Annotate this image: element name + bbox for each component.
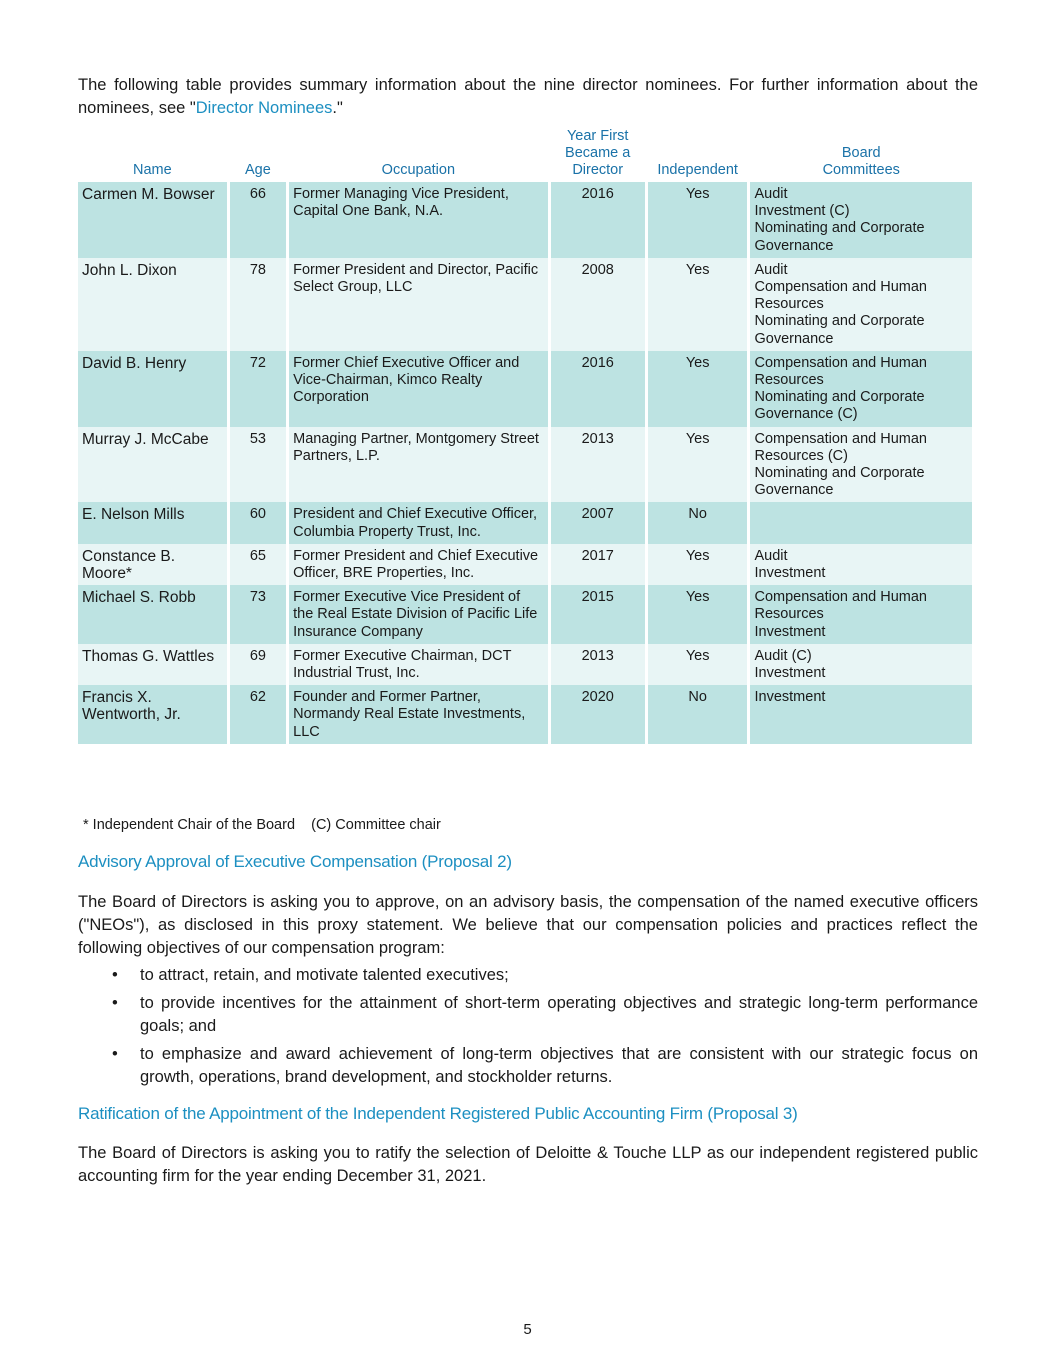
proposal3-heading: Ratification of the Appointment of the Independent Registered Public Accounting Firm (Proposal 3)	[78, 1104, 798, 1123]
cell-board-committees	[750, 544, 972, 585]
cell-independent: Yes	[648, 427, 748, 503]
intro-text-end: ."	[332, 99, 343, 117]
cell-name: Murray J. McCabe	[78, 427, 227, 503]
cell-board-committees	[750, 585, 972, 644]
header-year-line3: Director	[572, 162, 624, 178]
bullet-text: to emphasize and award achievement of long-term objectives that are consistent with our strategic focus on growth, operations, brand development, and stockholder returns.	[140, 1045, 978, 1086]
proposal2-bullet-list	[78, 964, 978, 1094]
cell-occupation: Former Executive Vice President of the Real Estate Division of Pacific Life Insurance Company	[289, 585, 547, 644]
cell-name: E. Nelson Mills	[78, 502, 227, 543]
committee-item: Audit	[754, 547, 788, 564]
committee-item: Nominating and Corporate Governance	[754, 313, 925, 347]
cell-occupation: Former Chief Executive Officer and Vice-Chairman, Kimco Realty Corporation	[289, 351, 547, 427]
bullet-icon: •	[112, 966, 118, 984]
committee-item: Nominating and Corporate Governance	[754, 220, 925, 254]
cell-independent: Yes	[648, 585, 748, 644]
committee-item: Investment	[754, 565, 826, 582]
cell-name: Michael S. Robb	[78, 585, 227, 644]
cell-year-first-director: 2013	[551, 427, 645, 503]
committee-item: Audit	[754, 261, 788, 278]
proposal3-body: The Board of Directors is asking you to ratify the selection of Deloitte & Touche LLP as our independent registered public accounting firm for the year ending December 31, 2021.	[78, 1144, 978, 1185]
cell-name: Carmen M. Bowser	[78, 182, 227, 258]
table-row	[78, 427, 972, 503]
header-independent: Independent	[657, 162, 738, 178]
cell-name: John L. Dixon	[78, 258, 227, 351]
cell-name: Constance B. Moore*	[78, 544, 227, 585]
page-number: 5	[523, 1321, 532, 1338]
cell-age: 62	[230, 685, 286, 744]
cell-year-first-director: 2013	[551, 644, 645, 685]
intro-paragraph	[78, 74, 978, 120]
table-row	[78, 258, 972, 351]
header-name: Name	[133, 162, 172, 178]
cell-year-first-director: 2015	[551, 585, 645, 644]
table-row	[78, 502, 972, 543]
cell-year-first-director: 2017	[551, 544, 645, 585]
proposal2-heading: Advisory Approval of Executive Compensation (Proposal 2)	[78, 852, 512, 871]
cell-board-committees	[750, 351, 972, 427]
cell-age: 65	[230, 544, 286, 585]
cell-age: 66	[230, 182, 286, 258]
cell-name: David B. Henry	[78, 351, 227, 427]
director-nominees-table	[75, 128, 975, 744]
header-age: Age	[245, 162, 271, 178]
cell-independent: No	[648, 502, 748, 543]
cell-independent: Yes	[648, 182, 748, 258]
cell-age: 69	[230, 644, 286, 685]
cell-occupation: Managing Partner, Montgomery Street Partners, L.P.	[289, 427, 547, 503]
bullet-text: to attract, retain, and motivate talented executives;	[140, 966, 509, 984]
cell-independent: Yes	[648, 544, 748, 585]
list-item	[78, 1043, 978, 1089]
cell-occupation: Founder and Former Partner, Normandy Real Estate Investments, LLC	[289, 685, 547, 744]
committee-item: Investment	[754, 689, 826, 706]
cell-independent: Yes	[648, 351, 748, 427]
committee-item: Investment	[754, 623, 826, 640]
cell-independent: Yes	[648, 258, 748, 351]
table-row	[78, 644, 972, 685]
committee-item: Audit (C)	[754, 647, 812, 664]
cell-independent: No	[648, 685, 748, 744]
cell-board-committees	[750, 502, 972, 543]
table-row	[78, 685, 972, 744]
table-row	[78, 182, 972, 258]
list-item	[78, 992, 978, 1038]
committee-item: Investment (C)	[754, 203, 850, 220]
cell-age: 73	[230, 585, 286, 644]
cell-year-first-director: 2016	[551, 351, 645, 427]
committee-item: Compensation and Human Resources	[754, 279, 927, 313]
table-header-row	[78, 128, 972, 182]
header-committees-line1: Board	[841, 145, 881, 161]
cell-age: 72	[230, 351, 286, 427]
table-row	[78, 585, 972, 644]
cell-occupation: President and Chief Executive Officer, Columbia Property Trust, Inc.	[289, 502, 547, 543]
committee-item: Audit	[754, 186, 788, 202]
table-footnote: * Independent Chair of the Board (C) Committee chair	[83, 817, 441, 833]
cell-occupation: Former President and Chief Executive Officer, BRE Properties, Inc.	[289, 544, 547, 585]
cell-age: 60	[230, 502, 286, 543]
director-nominees-link[interactable]: Director Nominees	[195, 99, 333, 117]
cell-year-first-director: 2020	[551, 685, 645, 744]
cell-age: 53	[230, 427, 286, 503]
committee-item: Compensation and Human Resources (C)	[754, 430, 927, 464]
cell-year-first-director: 2016	[551, 182, 645, 258]
cell-board-committees	[750, 644, 972, 685]
table-row	[78, 351, 972, 427]
header-year-first-director	[551, 128, 645, 182]
cell-board-committees	[750, 427, 972, 503]
committee-item: Nominating and Corporate Governance	[754, 465, 925, 499]
committee-item: Compensation and Human Resources	[754, 589, 927, 623]
cell-occupation: Former Executive Chairman, DCT Industrial Trust, Inc.	[289, 644, 547, 685]
list-item	[78, 964, 978, 987]
committee-item: Nominating and Corporate Governance (C)	[754, 389, 925, 423]
cell-board-committees	[750, 182, 972, 258]
cell-board-committees	[750, 258, 972, 351]
bullet-icon: •	[112, 1045, 118, 1063]
cell-name: Thomas G. Wattles	[78, 644, 227, 685]
cell-board-committees	[750, 685, 972, 744]
cell-year-first-director: 2007	[551, 502, 645, 543]
cell-independent: Yes	[648, 644, 748, 685]
table-row	[78, 544, 972, 585]
table-body	[78, 182, 972, 744]
intro-text: The following table provides summary information about the nine director nominees. For further information about the nominees, see "	[78, 76, 978, 117]
header-occupation: Occupation	[381, 162, 456, 178]
cell-occupation: Former Managing Vice President, Capital One Bank, N.A.	[289, 182, 547, 258]
bullet-icon: •	[112, 994, 118, 1012]
cell-name: Francis X. Wentworth, Jr.	[78, 685, 227, 744]
header-committees-line2: Committees	[822, 162, 900, 178]
committee-item: Investment	[754, 665, 826, 682]
header-board-committees	[750, 128, 972, 182]
cell-age: 78	[230, 258, 286, 351]
header-year-line2: Became a	[565, 145, 631, 161]
proposal2-body: The Board of Directors is asking you to approve, on an advisory basis, the compensation of the named executive officers ("NEOs"), as disclosed in this proxy statement. We believe that our compensation policies and practices reflect the following objectives of our compensation program:	[78, 893, 978, 957]
header-year-line1: Year First	[566, 128, 629, 144]
bullet-text: to provide incentives for the attainment of short-term operating objectives and strategic long-term performance goals; and	[140, 994, 978, 1035]
cell-occupation: Former President and Director, Pacific Select Group, LLC	[289, 258, 547, 351]
committee-item: Compensation and Human Resources	[754, 354, 927, 389]
cell-year-first-director: 2008	[551, 258, 645, 351]
